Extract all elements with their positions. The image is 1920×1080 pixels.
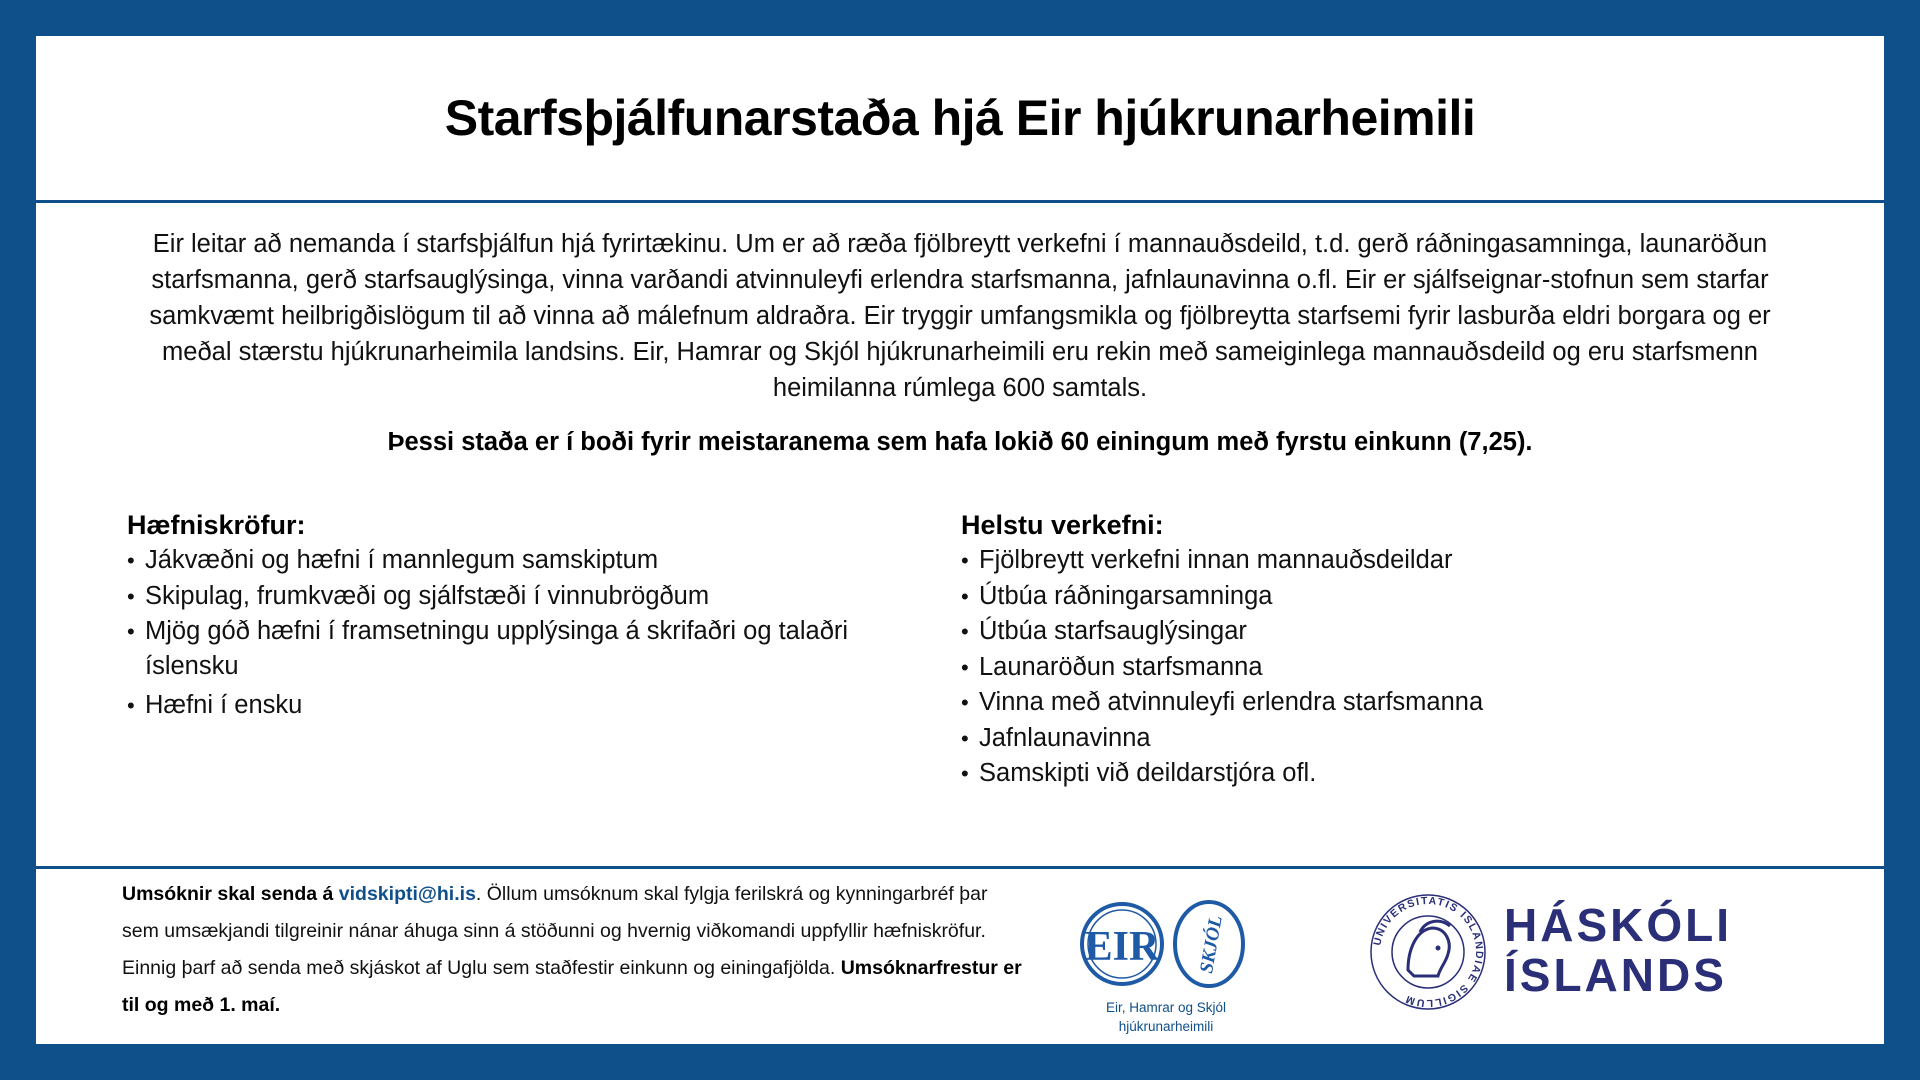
bullet-icon: • [961,654,969,680]
hi-wordmark-line1: HÁSKÓLI [1504,899,1732,951]
eir-logo-caption [1048,998,1284,1036]
requirements-section [127,510,917,724]
page-title: Starfsþjálfunarstaða hjá Eir hjúkrunarheimili [444,90,1476,146]
tasks-list [961,543,1761,792]
bullet-icon: • [961,725,969,751]
list-item-text: Fjölbreytt verkefni innan mannauðsdeildar [979,546,1453,574]
bullet-icon: • [127,548,135,573]
bullet-icon: • [961,761,969,786]
hi-seal-text: UNIVERSITATIS ISLANDIAE SIGILLUM [1371,894,1486,1010]
requirements-heading: Hæfniskröfur: [127,510,306,540]
eir-caption-line1: Eir, Hamrar og Skjól [1105,1000,1227,1015]
application-lead: Umsóknir skal senda á [122,883,334,905]
bullet-icon: • [127,693,135,718]
list-item-text: Útbúa ráðningarsamninga [979,581,1273,610]
list-item-text: Samskipti við deildarstjóra ofl. [979,759,1317,787]
list-item [127,543,917,579]
athena-head-icon [1408,928,1449,976]
list-item-text: Skipulag, frumkvæði og sjálfstæði í vinnubrögðum [145,581,710,610]
bullet-icon: • [961,619,969,644]
list-item [127,614,917,684]
email-link[interactable]: vidskipti@hi.is [338,883,476,905]
top-divider [36,200,1884,203]
list-item-text: Jafnlaunavinna [979,723,1151,752]
list-item [961,579,1761,615]
list-item-text: Hæfni í ensku [145,691,303,719]
list-item-text: Útbúa starfsauglýsingar [979,617,1247,645]
application-instructions [122,876,1022,1024]
list-item [961,756,1761,792]
title-area [36,36,1884,200]
hi-wordmark-line2: ÍSLANDS [1504,949,1727,1001]
bullet-icon: • [127,619,135,644]
hi-seal-icon [1368,892,1488,1012]
list-item [961,721,1761,757]
list-item [961,650,1761,686]
skjol-mark-text: SKJÓL [1196,914,1227,975]
bullet-icon: • [961,690,969,715]
intro-paragraph: Eir leitar að nemanda í starfsþjálfun hjá fyrirtækinu. Um er að ræða fjölbreytt verkefni í mannauðsdeild, t.d. gerð ráðningasamninga, launaröðun starfsmanna, gerð starfsauglýsinga, vinna varðandi atvinnuleyfi erlendra starfsmanna, jafnlaunavinna o.fl. Eir er sjálfseignar-stofnun sem starfar samkvæmt heilbrigðislögum til að vinna að málefnum aldraðra. Eir tryggir umfangsmikla og fjölbreytta starfsemi fyrir lasburða eldri borgara og er meðal stærstu hjúkrunarheimila landsins. Eir, Hamrar og Skjól hjúkrunarheimili eru rekin með sameiginlega mannauðsdeild og eru starfsmenn heimilanna rúmlega 600 samtals. [149,230,1771,402]
list-item-text: Jákvæðni og hæfni í mannlegum samskiptum [145,546,659,574]
list-item [961,543,1761,579]
bullet-icon: • [961,548,969,573]
bottom-divider [36,866,1884,869]
application-deadline: Umsóknarfrestur er til og með 1. maí. [122,957,1022,1016]
bullet-icon: • [961,583,969,609]
list-item-text: Mjög góð hæfni í framsetningu upplýsinga á skrifaðri og talaðri íslensku [145,617,849,680]
list-item-text: Launaröðun starfsmanna [979,652,1263,681]
list-item-text: Vinna með atvinnuleyfi erlendra starfsmanna [979,688,1484,716]
list-item [127,688,917,724]
bullet-icon: • [127,583,135,609]
tasks-section [961,510,1761,792]
eir-mark-text: EIR [1084,924,1160,970]
eligibility-note: Þessi staða er í boði fyrir meistaranema sem hafa lokið 60 einingum með fyrstu einkunn (7,25). [387,428,1533,456]
eir-caption-line2: hjúkrunarheimili [1118,1019,1214,1034]
requirements-list [127,543,917,724]
list-item [961,614,1761,650]
list-item [961,685,1761,721]
poster-sheet [36,36,1884,1044]
tasks-heading: Helstu verkefni: [961,510,1164,540]
hi-wordmark [1504,900,1732,1000]
application-body: . Öllum umsóknum skal fylgja ferilskrá og kynningarbréf þar sem umsækjandi tilgreinir nánar áhuga sinn á stöðunni og hvernig viðkomandi uppfyllir hæfniskröfur. Einnig þarf að senda með skjáskot af Uglu sem staðfestir einkunn og einingafjölda. [122,883,988,979]
list-item [127,579,917,615]
